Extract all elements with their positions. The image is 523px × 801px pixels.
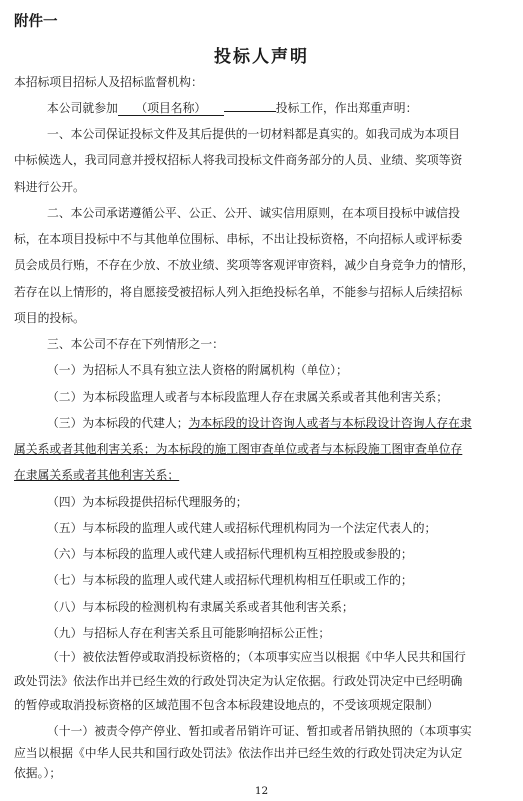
item-11-line-1: （十一）被责令停产停业、暂扣或者吊销许可证、暂扣或者吊销执照的（本项事实 xyxy=(47,724,472,738)
para1-line-2: 中标候选人，我司同意并授权招标人将我司投标文件商务部分的人员、业绩、奖项等资 xyxy=(14,153,463,167)
item-3-prefix: （三）为本标段的代建人； xyxy=(47,416,189,430)
addressee-line: 本招标项目招标人及招标监督机构： xyxy=(14,75,203,89)
project-name-blank: （项目名称） xyxy=(118,102,224,116)
item-3-line-1 xyxy=(47,416,472,430)
appendix-label: 附件一 xyxy=(14,14,58,30)
intro-suffix: 投标工作，作出郑重声明： xyxy=(275,101,418,115)
item-7: （七）与本标段的监理人或代建人或招标代理机构相互任职或工作的； xyxy=(47,573,413,587)
intro-line xyxy=(47,101,417,116)
para2-line-3: 员会成员行贿，不存在少放、不放业绩、奖项等客观评审资料，减少自身竞争力的情形， xyxy=(14,258,475,272)
item-1: （一）为招标人不具有独立法人资格的附属机构（单位）； xyxy=(47,363,348,377)
item-2: （二）为本标段监理人或者与本标段监理人存在隶属关系或者其他利害关系； xyxy=(47,390,449,404)
item-6: （六）与本标段的监理人或代建人或招标代理机构互相控股或参股的； xyxy=(47,547,413,561)
item-3-underlined-1: 为本标段的设计咨询人或者与本标段设计咨询人存在隶 xyxy=(188,416,472,430)
item-11-line-3: 依据。）； xyxy=(14,766,62,780)
intro-prefix: 本公司就参加 xyxy=(47,101,118,115)
item-9: （九）与招标人存在利害关系且可能影响招标公正性； xyxy=(47,626,331,640)
project-name-blank-tail xyxy=(224,111,276,112)
item-8: （八）与本标段的检测机构有隶属关系或者其他利害关系； xyxy=(47,600,354,614)
para2-line-2: 标，在本项目投标中不与其他单位围标、串标，不出让投标资格，不向招标人或评标委 xyxy=(14,232,463,246)
item-5: （五）与本标段的监理人或代建人或招标代理机构同为一个法定代表人的； xyxy=(47,521,437,535)
para2-line-4: 若存在以上情形的，将自愿接受被招标人列入拒绝投标名单，不能参与招标人后续招标 xyxy=(14,285,463,299)
page-number: 12 xyxy=(254,785,269,797)
item-3-underlined-2: 属关系或者其他利害关系；为本标段的施工图审查单位或者与本标段施工图审查单位存 xyxy=(14,442,463,456)
para1-line-3: 料进行公开。 xyxy=(14,180,85,194)
item-11-line-2: 应当以根据《中华人民共和国行政处罚法》依法作出并已经生效的行政处罚决定为认定 xyxy=(14,746,463,760)
para3-heading: 三、本公司不存在下列情形之一： xyxy=(47,337,224,351)
item-10-line-3: 的暂停或取消投标资格的区域范围不包含本标段建设地点的，不受该项规定限制） xyxy=(14,698,439,712)
item-4: （四）为本标段提供招标代理服务的； xyxy=(47,495,248,509)
page-title: 投标人声明 xyxy=(214,47,309,67)
para2-line-1: 二、本公司承诺遵循公平、公正、公开、诚实信用原则，在本项目投标中诚信投 xyxy=(47,206,460,220)
item-3-underlined-3: 在隶属关系或者其他利害关系； xyxy=(14,468,180,482)
item-10-line-2: 政处罚法》依法作出并已经生效的行政处罚决定为认定依据。行政处罚决定中已经明确 xyxy=(14,674,463,688)
para2-line-5: 项目的投标。 xyxy=(14,311,85,325)
item-10-line-1: （十）被依法暂停或取消投标资格的；（本项事实应当以根据《中华人民共和国行 xyxy=(47,650,466,664)
para1-line-1: 一、本公司保证投标文件及其后提供的一切材料都是真实的。如我司成为本项目 xyxy=(47,127,460,141)
